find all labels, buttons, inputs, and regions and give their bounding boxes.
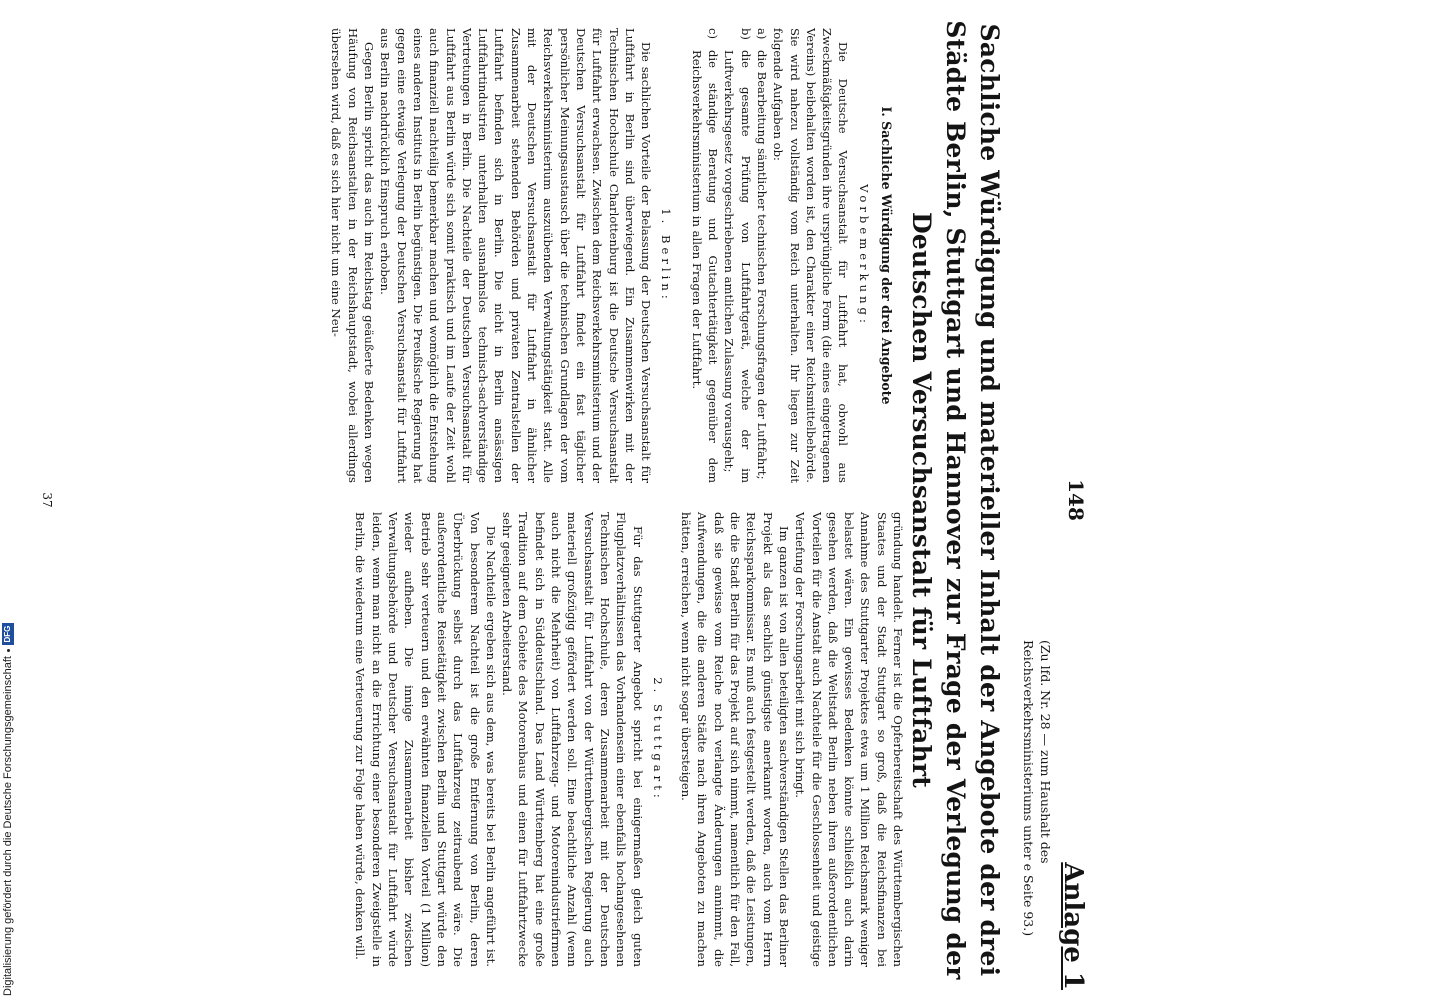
footer-page-number: 37 (40, 492, 54, 508)
anlage-title: Anlage 1 (1058, 862, 1088, 990)
stuttgart-paragraph: Für das Stuttgarter Angebot spricht bei einigermaßen gleich guten Flugplatzverhältnissen das Vorhandensein einer ebenfalls hochangesehenen Technischen Hochschule, deren Zusammenarbeit mit der Deutschen Versuchsanstalt für Luftfahrt von der Württembergischen Regierung auch materiell großzügig gefördert werden soll. Eine beachtliche Anzahl (wenn auch nicht die Mehrheit) von Luftfahrzeug- und Motorenindustriefirmen befindet sich in Süddeutschland. Das Land Württemberg hat eine große Tradition auf dem Gebiete des Motorenbaus und einen für Luftfahrtzwecke sehr geeigneten Arbeiterstand. (500, 512, 645, 967)
dfg-logo: DFG (2, 623, 14, 645)
berlin-paragraph: Die sachlichen Vorteile der Belassung der Deutschen Versuchsanstalt für Luftfahrt in Berlin sind überwiegend. Ein Zusammenwirken mit der Technischen Hochschule Charlottenburg ist die Deutsche Versuchsanstalt für Luftfahrt erwachsen. Zwischen dem Reichsverkehrsministerium und der Deutschen Versuchsanstalt für Luftfahrt findet ein fast täglicher persönlicher Meinungsaustausch über die technischen Grundlagen der vom Reichsverkehrsministerium auszuübenden Verwaltungstätigkeit statt. Alle mit der Deutschen Versuchsanstalt für Luftfahrt in ähnlicher Zusammenarbeit stehenden Behörden und privaten Zentralstellen der Luftfahrt befinden sich in Berlin. Die nicht in Berlin ansässigen Luftfahrtindustrien unterhalten ausnahmslos technisch-sachverständige Vertretungen in Berlin. Die Nachteile der Deutschen Versuchsanstalt für Luftfahrt aus Berlin würde sich somit praktisch und im Laufe der Zeit wohl auch finanziell nachteilig bemerkbar machen und womöglich die Entstehung eines anderen Instituts in Berlin begünstigen. Die Preußische Regierung hat gegen eine etwaige Verlegung der Deutschen Versuchsanstalt für Luftfahrt aus Berlin nachdrücklich Einspruch erhoben. (378, 28, 654, 483)
task-item (754, 28, 770, 483)
page-number: 148 (1064, 479, 1088, 521)
document-title: Sachliche Würdigung und materieller Inhalt der Angebote der drei Städte Berlin, Stuttgart und Hannover zur Frage der Verlegung der Deutschen Versuchsanstalt für Luftfahrt (907, 20, 1004, 980)
anlage-note: (Zu lfd. Nr. 28 — zum Haushalt des Reichsverkehrsministeriums unter e Seite 93.) (1021, 640, 1053, 937)
berlin-heading: 1. Berlin: (659, 208, 674, 303)
separator-dot (7, 649, 10, 652)
vorbemerkung-label: Vorbemerkung: (856, 184, 871, 327)
section-heading: I. Sachliche Würdigung der drei Angebote (879, 106, 894, 405)
stuttgart-heading: 2. Stuttgart: (650, 677, 665, 802)
continuation-paragraph: gründung handelt. Ferner ist die Opferbereitschaft des Württembergischen Staates und der Stadt Stuttgart so groß, daß die Reichsfinanzen bei Annahme des Stuttgarter Projektes etwa um 1 Million Reichsmark weniger belastet wären. Ein gewisses Bedenken könnte schließlich auch darin gesehen werden, daß die Weltstadt Berlin neben ihren außerordentlichen Vorteilen für die Anstalt auch Nachteile für die Geschlossenheit und geistige Vertiefung der Forschungsarbeit mit sich bringt. (793, 512, 905, 967)
continuation-paragraph: Im ganzen ist von allen beteiligten sachverständigen Stellen das Berliner Projekt als das sachlich günstigste anerkannt worden, auch vom Herrn Reichssparkommissar. Es muß auch festgestellt werden, daß die Leistungen, die die Stadt Berlin für das Projekt auf sich nimmt, namentlich für den Fall, daß sie gewisse vom Reiche noch verlangte Änderungen annimmt, die Aufwendungen, die die anderen Städte nach ihren Angeboten zu machen hätten, erreichen, wenn nicht sogar übersteigen. (679, 512, 791, 967)
left-text-column (328, 28, 894, 483)
task-item (688, 28, 721, 483)
credit-text: Digitalisierung gefördert durch die Deutsche Forschungsgemeinschaft (2, 656, 14, 996)
task-mark: b) (738, 28, 753, 40)
intro-paragraph: Die Deutsche Versuchsanstalt für Luftfahrt hat, obwohl aus Zweckmäßigkeitsgründen ihre ursprüngliche Form (die eines eingetragenen Vereins) beibehalten worden ist, den Charakter einer Reichsmittelbehörde. Sie wird nahezu vollständig vom Reich unterhalten. Ihr liegen zur Zeit folgende Aufgaben ob: (771, 28, 851, 483)
task-mark: c) (706, 28, 721, 40)
rotated-document-page (30, 0, 1090, 1000)
task-text: die ständige Beratung und Gutachtertätigkeit gegenüber dem Reichsverkehrsministerium in allen Fragen der Luftfahrt. (689, 50, 721, 483)
right-text-column (352, 512, 906, 967)
digitisation-credit (2, 623, 14, 996)
task-mark: a) (754, 28, 769, 40)
task-text: die gesamte Prüfung von Luftfahrtgerät, welche der im Luftverkehrsgesetz vorgeschriebenen amtlichen Zulassung vorausgeht; (722, 50, 753, 483)
task-text: die Bearbeitung sämtlicher technischen Forschungsfragen der Luftfahrt; (754, 50, 769, 480)
stuttgart-paragraph: Die Nachteile ergeben sich aus dem, was bereits bei Berlin angeführt ist. Von besonderem Nachteil ist die große Entfernung von Berlin, deren Überbrückung selbst durch das Luftfahrzeug zeitraubend wäre. Die außerordentliche Reisetätigkeit zwischen Berlin und Stuttgart würde den Betrieb sehr verteuern und den erwähnten finanziellen Vorteil (1 Million) wieder aufheben. Die innige Zusammenarbeit bisher zwischen Verwaltungsbehörde und Deutscher Versuchsanstalt für Luftfahrt würde leiden, wenn man nicht an die Errichtung einer besonderen Zweigstelle in Berlin, die wiederum eine Verteuerung zur Folge haben würde, denken will. (353, 512, 498, 967)
berlin-paragraph: Gegen Berlin spricht das auch im Reichstag geäußerte Bedenken wegen Häufung von Reichsanstalten in der Reichshauptstadt, wobei allerdings übersehen wird, daß es sich hier nicht um eine Neu- (329, 28, 377, 483)
task-item (721, 28, 754, 483)
